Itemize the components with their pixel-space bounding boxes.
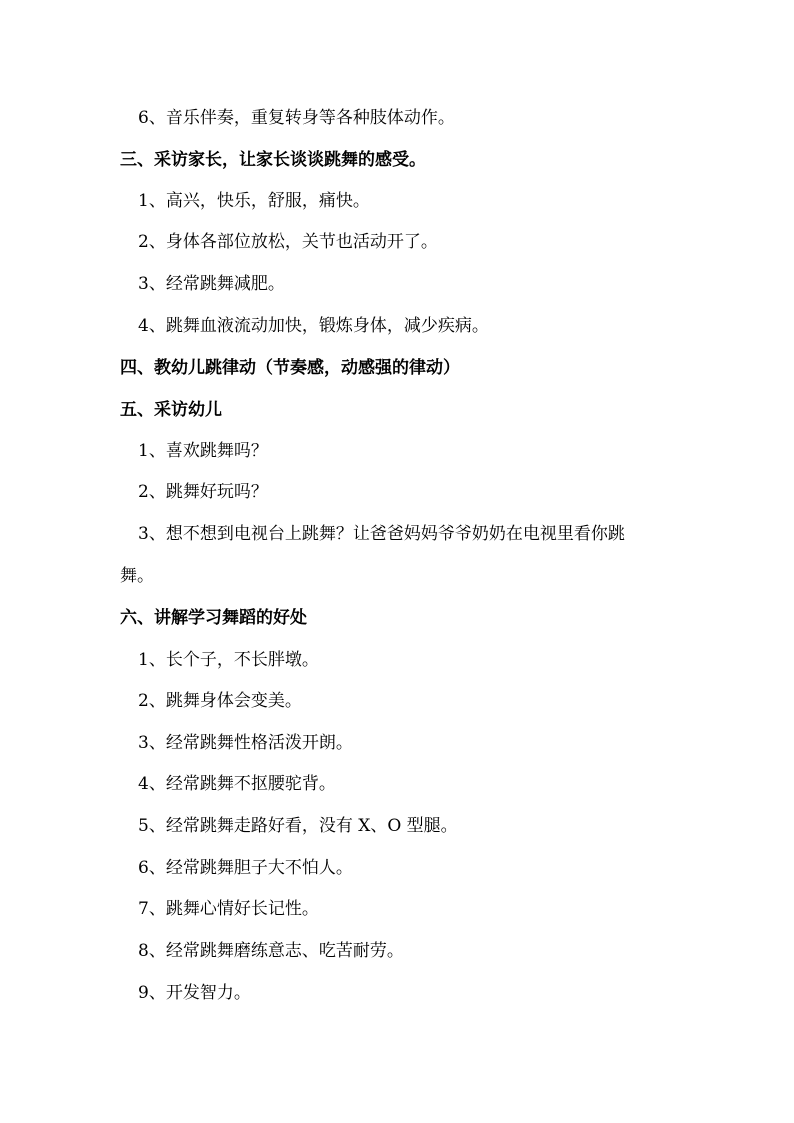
list-item: 3、经常跳舞性格活泼开朗。 xyxy=(138,733,353,753)
section-heading: 四、教幼儿跳律动（节奏感，动感强的律动） xyxy=(120,358,460,378)
list-item: 9、开发智力。 xyxy=(138,983,251,1003)
list-item: 1、喜欢跳舞吗？ xyxy=(138,441,268,461)
list-item: 8、经常跳舞磨练意志、吃苦耐劳。 xyxy=(138,941,404,961)
list-item: 1、高兴，快乐，舒服，痛快。 xyxy=(138,191,370,211)
section-heading: 三、采访家长，让家长谈谈跳舞的感受。 xyxy=(120,150,426,170)
list-item: 5、经常跳舞走路好看，没有 X、O 型腿。 xyxy=(138,816,458,836)
list-item: 1、长个子，不长胖墩。 xyxy=(138,650,319,670)
list-item: 4、跳舞血液流动加快，锻炼身体，减少疾病。 xyxy=(138,316,489,336)
list-item: 2、跳舞好玩吗？ xyxy=(138,482,268,502)
section-heading: 五、采访幼儿 xyxy=(120,400,222,420)
list-item: 4、经常跳舞不抠腰驼背。 xyxy=(138,774,336,794)
list-item: 2、跳舞身体会变美。 xyxy=(138,691,302,711)
list-item: 2、身体各部位放松，关节也活动开了。 xyxy=(138,232,438,252)
list-item: 3、想不想到电视台上跳舞？让爸爸妈妈爷爷奶奶在电视里看你跳 xyxy=(138,524,625,544)
list-item: 6、经常跳舞胆子大不怕人。 xyxy=(138,858,353,878)
list-item: 7、跳舞心情好长记性。 xyxy=(138,899,319,919)
list-item: 3、经常跳舞减肥。 xyxy=(138,274,285,294)
list-item: 6、音乐伴奏，重复转身等各种肢体动作。 xyxy=(138,108,455,128)
list-item-continuation: 舞。 xyxy=(120,566,154,586)
section-heading: 六、讲解学习舞蹈的好处 xyxy=(120,608,307,628)
